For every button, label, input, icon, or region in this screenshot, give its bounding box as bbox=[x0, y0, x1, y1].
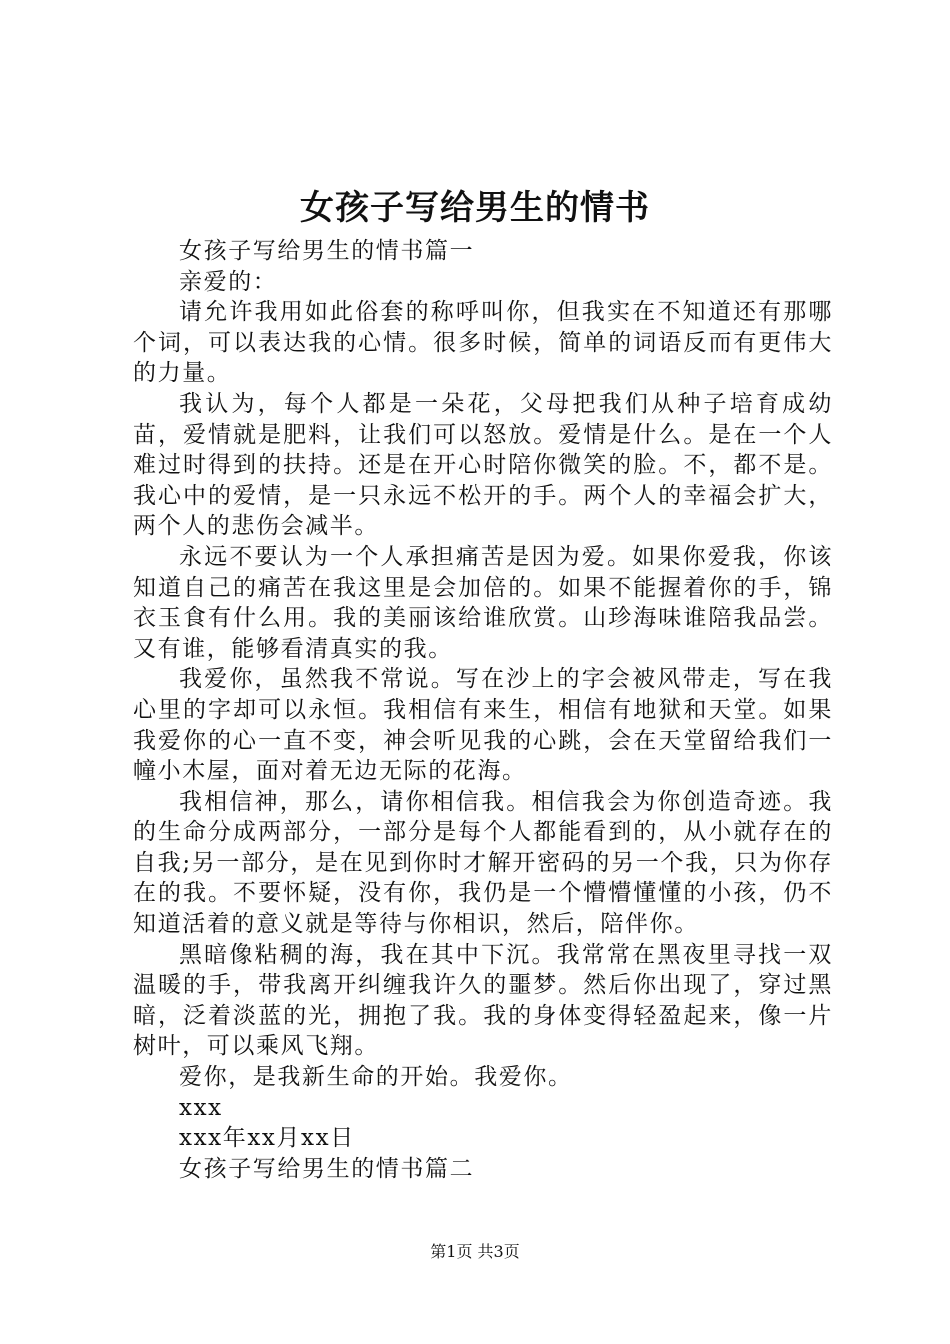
document-body bbox=[133, 236, 833, 1184]
closing-line: 爱你，是我新生命的开始。我爱你。 bbox=[179, 1064, 573, 1091]
body-paragraph: 请允许我用如此俗套的称呼叫你，但我实在不知道还有那哪个词，可以表达我的心情。很多时候，简单的词语反而有更伟大的力量。 bbox=[133, 299, 833, 387]
page-number-footer: 第1页 共3页 bbox=[430, 1242, 520, 1261]
body-paragraph: 我相信神，那么，请你相信我。相信我会为你创造奇迹。我的生命分成两部分，一部分是每个人都能看到的，从小就存在的自我;另一部分，是在见到你时才解开密码的另一个我，只为你存在的我。不要怀疑，没有你，我仍是一个懵懵懂懂的小孩，仍不知道活着的意义就是等待与你相识，然后，陪伴你。 bbox=[133, 788, 833, 938]
body-paragraph: 永远不要认为一个人承担痛苦是因为爱。如果你爱我，你该知道自己的痛苦在我这里是会加倍的。如果不能握着你的手，锦衣玉食有什么用。我的美丽该给谁欣赏。山珍海味谁陪我品尝。又有谁，能够看清真实的我。 bbox=[133, 543, 833, 662]
section-heading: 女孩子写给男生的情书篇二 bbox=[179, 1155, 475, 1182]
signature: xxx bbox=[179, 1094, 223, 1121]
date-line: xxx年xx月xx日 bbox=[179, 1125, 355, 1152]
section-heading: 女孩子写给男生的情书篇一 bbox=[179, 238, 475, 264]
body-paragraph: 我爱你，虽然我不常说。写在沙上的字会被风带走，写在我心里的字却可以永恒。我相信有来生，相信有地狱和天堂。如果我爱你的心一直不变，神会听见我的心跳，会在天堂留给我们一幢小木屋，面对着无边无际的花海。 bbox=[133, 666, 833, 785]
document-title: 女孩子写给男生的情书 bbox=[300, 188, 650, 228]
body-paragraph: 黑暗像粘稠的海，我在其中下沉。我常常在黑夜里寻找一双温暖的手，带我离开纠缠我许久的噩梦。然后你出现了，穿过黑暗，泛着淡蓝的光，拥抱了我。我的身体变得轻盈起来，像一片树叶，可以乘风飞翔。 bbox=[133, 941, 833, 1060]
body-paragraph: 我认为，每个人都是一朵花，父母把我们从种子培育成幼苗，爱情就是肥料，让我们可以怒放。爱情是什么。是在一个人难过时得到的扶持。还是在开心时陪你微笑的脸。不，都不是。我心中的爱情，是一只永远不松开的手。两个人的幸福会扩大，两个人的悲伤会减半。 bbox=[133, 390, 833, 540]
salutation: 亲爱的： bbox=[179, 268, 278, 295]
